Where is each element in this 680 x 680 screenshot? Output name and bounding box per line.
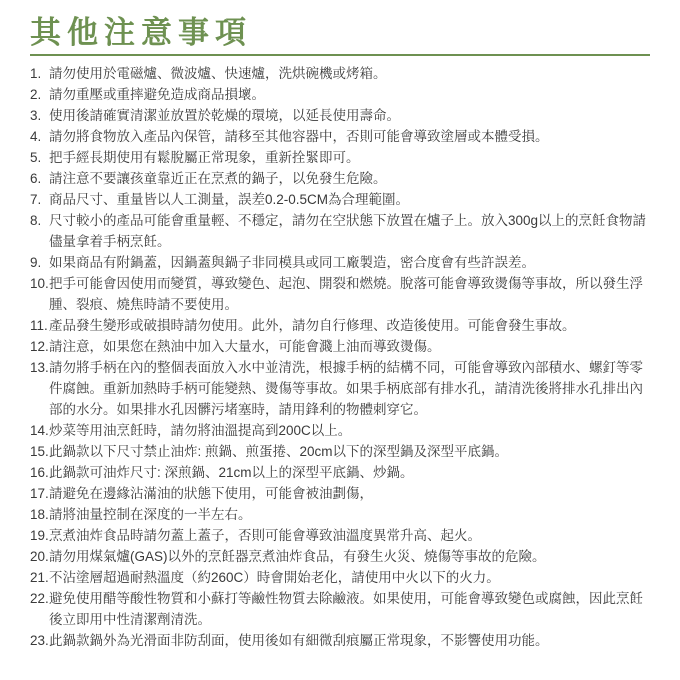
page-title: 其他注意事項 bbox=[30, 15, 252, 50]
notice-number: 22. bbox=[30, 591, 49, 606]
notice-text: 避免使用醋等酸性物質和小蘇打等鹼性物質去除鹼液。如果使用，可能會導致變色或腐蝕，因此烹飪後立即用中性清潔劑清洗。 bbox=[49, 591, 643, 627]
notice-text: 商品尺寸、重量皆以人工測量，誤差0.2-0.5CM為合理範圍。 bbox=[49, 192, 410, 207]
notice-number: 11. bbox=[30, 318, 48, 333]
notice-item bbox=[30, 84, 654, 105]
notice-text: 請將油量控制在深度的一半左右。 bbox=[49, 507, 252, 522]
notice-text: 產品發生變形或破損時請勿使用。此外，請勿自行修理、改造後使用。可能會發生事故。 bbox=[49, 318, 576, 333]
notice-number: 2. bbox=[30, 87, 42, 102]
notice-item bbox=[30, 252, 654, 273]
notice-item bbox=[30, 483, 654, 504]
notice-number: 6. bbox=[30, 171, 42, 186]
notice-number: 12. bbox=[30, 339, 49, 354]
notice-number: 19. bbox=[30, 528, 49, 543]
notice-text: 把手經長期使用有鬆脫屬正常現象，重新拴緊即可。 bbox=[49, 150, 360, 165]
title-underline bbox=[30, 54, 650, 56]
notice-item bbox=[30, 147, 654, 168]
notice-item bbox=[30, 126, 654, 147]
notice-number: 5. bbox=[30, 150, 42, 165]
notice-number: 20. bbox=[30, 549, 49, 564]
notice-text: 炒菜等用油烹飪時，請勿將油溫提高到200C以上。 bbox=[49, 423, 352, 438]
notice-item bbox=[30, 441, 654, 462]
notices-list bbox=[30, 63, 654, 651]
notice-item bbox=[30, 462, 654, 483]
notice-text: 請勿用煤氣爐(GAS)以外的烹飪器烹煮油炸食品，有發生火災、燒傷等事故的危險。 bbox=[49, 549, 546, 564]
notice-item bbox=[30, 588, 654, 630]
notice-number: 16. bbox=[30, 465, 49, 480]
notice-text: 請勿將手柄在內的整個表面放入水中並清洗，根據手柄的結構不同，可能會導致內部積水、螺釘等零件腐蝕。重新加熱時手柄可能變熱、燙傷等事故。如果手柄底部有排水孔，請清洗後將排水孔排出內部的水分。如果排水孔因髒污堵塞時，請用鋒利的物體刺穿它。 bbox=[49, 360, 643, 417]
notice-item bbox=[30, 420, 654, 441]
notice-item bbox=[30, 546, 654, 567]
notice-text: 如果商品有附鍋蓋，因鍋蓋與鍋子非同模具或同工廠製造，密合度會有些許誤差。 bbox=[49, 255, 535, 270]
notice-item bbox=[30, 525, 654, 546]
notice-number: 21. bbox=[30, 570, 49, 585]
notice-number: 15. bbox=[30, 444, 49, 459]
notice-text: 不沾塗層超過耐熱溫度（約260C）時會開始老化，請使用中火以下的火力。 bbox=[49, 570, 500, 585]
notice-text: 請注意不要讓孩童靠近正在烹煮的鍋子，以免發生危險。 bbox=[49, 171, 387, 186]
notice-item bbox=[30, 273, 654, 315]
notice-number: 13. bbox=[30, 360, 49, 375]
notice-text: 請避免在邊緣沾滿油的狀態下使用，可能會被油劃傷， bbox=[49, 486, 373, 501]
notice-number: 18. bbox=[30, 507, 49, 522]
notice-number: 10. bbox=[30, 276, 49, 291]
notice-text: 此鍋款以下尺寸禁止油炸: 煎鍋、煎蛋捲、20cm以下的深型鍋及深型平底鍋。 bbox=[49, 444, 509, 459]
notice-number: 4. bbox=[30, 129, 42, 144]
notice-text: 使用後請確實清潔並放置於乾燥的環境，以延長使用壽命。 bbox=[49, 108, 400, 123]
notice-text: 此鍋款可油炸尺寸: 深煎鍋、21cm以上的深型平底鍋、炒鍋。 bbox=[49, 465, 414, 480]
notice-number: 17. bbox=[30, 486, 49, 501]
notice-item bbox=[30, 168, 654, 189]
notice-text: 把手可能會因使用而變質，導致變色、起泡、開裂和燃燒。脫落可能會導致燙傷等事故，所以發生浮腫、裂痕、燒焦時請不要使用。 bbox=[49, 276, 643, 312]
notice-item bbox=[30, 567, 654, 588]
notice-text: 請勿重壓或重摔避免造成商品損壞。 bbox=[49, 87, 265, 102]
notice-number: 8. bbox=[30, 213, 42, 228]
notice-item bbox=[30, 630, 654, 651]
notice-text: 請勿將食物放入產品內保管，請移至其他容器中，否則可能會導致塗層或本體受損。 bbox=[49, 129, 549, 144]
notice-item bbox=[30, 357, 654, 420]
notice-number: 14. bbox=[30, 423, 49, 438]
notice-item bbox=[30, 105, 654, 126]
notice-text: 烹煮油炸食品時請勿蓋上蓋子，否則可能會導致油溫度異常升高、起火。 bbox=[49, 528, 481, 543]
notice-item bbox=[30, 63, 654, 84]
notice-item bbox=[30, 189, 654, 210]
notice-number: 3. bbox=[30, 108, 42, 123]
notice-text: 此鍋款鍋外為光滑面非防刮面，使用後如有細微刮痕屬正常現象，不影響使用功能。 bbox=[49, 633, 549, 648]
notice-number: 1. bbox=[30, 66, 42, 81]
notice-item bbox=[30, 315, 654, 336]
notice-item bbox=[30, 336, 654, 357]
notice-text: 請勿使用於電磁爐、微波爐、快速爐，洗烘碗機或烤箱。 bbox=[49, 66, 387, 81]
notice-number: 9. bbox=[30, 255, 42, 270]
notice-item bbox=[30, 504, 654, 525]
notice-number: 23. bbox=[30, 633, 49, 648]
notice-item bbox=[30, 210, 654, 252]
notice-text: 請注意，如果您在熱油中加入大量水，可能會濺上油而導致燙傷。 bbox=[49, 339, 441, 354]
notice-number: 7. bbox=[30, 192, 42, 207]
notice-text: 尺寸較小的產品可能會重量輕、不穩定，請勿在空狀態下放置在爐子上。放入300g以上的烹飪食物請儘量拿着手柄烹飪。 bbox=[49, 213, 647, 249]
